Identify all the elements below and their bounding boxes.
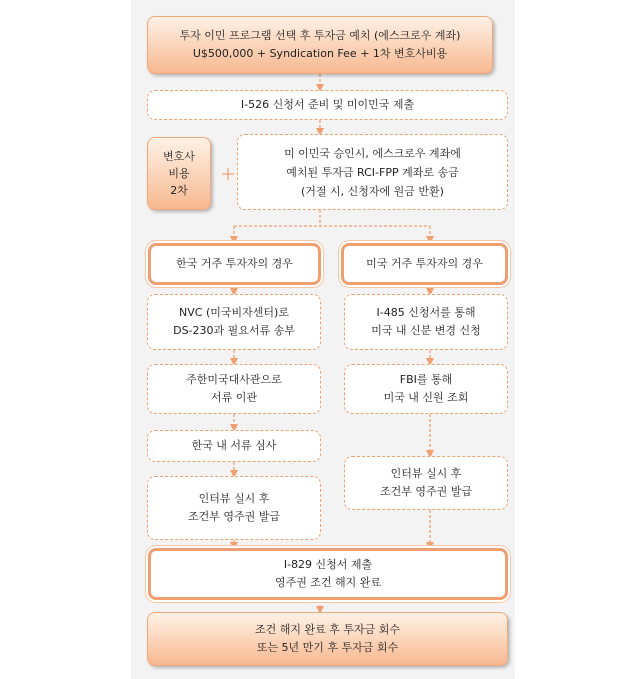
- i485-line1: I-485 신청서를 통해: [376, 306, 476, 319]
- us-investor-header: [341, 243, 508, 285]
- i485-box: [344, 294, 508, 350]
- fbi-line2: 미국 내 신원 조회: [383, 391, 469, 404]
- i829-box: [148, 548, 508, 600]
- interview-us-line2: 조건부 영주권 발급: [379, 485, 472, 498]
- lawyer-fee-line1: 변호사: [163, 150, 195, 163]
- rci-transfer-line2: 예치된 투자금 RCI-FPP 계좌로 송금: [286, 165, 459, 179]
- interview-korea-line2: 조건부 영주권 발급: [187, 510, 280, 523]
- i829-line1: I-829 신청서 제출: [283, 558, 373, 571]
- rci-transfer-box: [237, 134, 508, 210]
- korea-investor-title: 한국 거주 투자자의 경우: [176, 257, 293, 270]
- final-recovery-box: [147, 612, 508, 666]
- interview-korea-line1: 인터뷰 실시 후: [198, 492, 270, 505]
- interview-us-line1: 인터뷰 실시 후: [390, 467, 462, 480]
- embassy-box: [147, 364, 321, 414]
- lawyer-fee-box: [147, 137, 211, 210]
- arrow-rci-split: [234, 210, 430, 226]
- korea-review-box: [147, 430, 321, 462]
- lawyer-fee-line3: 2차: [170, 184, 188, 197]
- fbi-line1: FBI를 통해: [399, 373, 453, 386]
- korea-investor-header: [148, 243, 321, 285]
- korea-review-text: 한국 내 서류 심사: [191, 439, 277, 452]
- nvc-box: [147, 294, 321, 350]
- i485-line2: 미국 내 신분 변경 신청: [371, 324, 481, 337]
- investment-selection-box: [147, 16, 493, 74]
- nvc-line2: DS-230과 필요서류 송부: [173, 324, 295, 337]
- i829-line2: 영주권 조건 해지 완료: [274, 576, 382, 589]
- final-recovery-line1: 조건 해지 완료 후 투자금 회수: [255, 623, 400, 636]
- investment-selection-line2: U$500,000 + Syndication Fee + 1차 변호사비용: [192, 47, 448, 60]
- lawyer-fee-line2: 비용: [168, 167, 190, 180]
- rci-transfer-line1: 미 이민국 승인시, 에스크로우 계좌에: [284, 146, 461, 160]
- investment-selection-line1: 투자 이민 프로그램 선택 후 투자금 예치 (에스크로우 계좌): [179, 29, 461, 42]
- i526-box: [147, 90, 508, 120]
- embassy-line1: 주한미국대사관으로: [186, 373, 282, 386]
- us-investor-title: 미국 거주 투자자의 경우: [366, 257, 483, 270]
- rci-transfer-line3: (거절 시, 신청자에 원금 반환): [301, 184, 444, 198]
- interview-korea-box: [147, 476, 321, 540]
- plus-icon: [222, 168, 234, 180]
- i526-text: I-526 신청서 준비 및 미이민국 제출: [240, 98, 415, 111]
- embassy-line2: 서류 이관: [210, 391, 257, 404]
- final-recovery-line2: 또는 5년 만기 후 투자금 회수: [256, 641, 399, 654]
- fbi-box: [344, 364, 508, 414]
- interview-us-box: [344, 456, 508, 510]
- nvc-line1: NVC (미국비자센터)로: [179, 306, 289, 319]
